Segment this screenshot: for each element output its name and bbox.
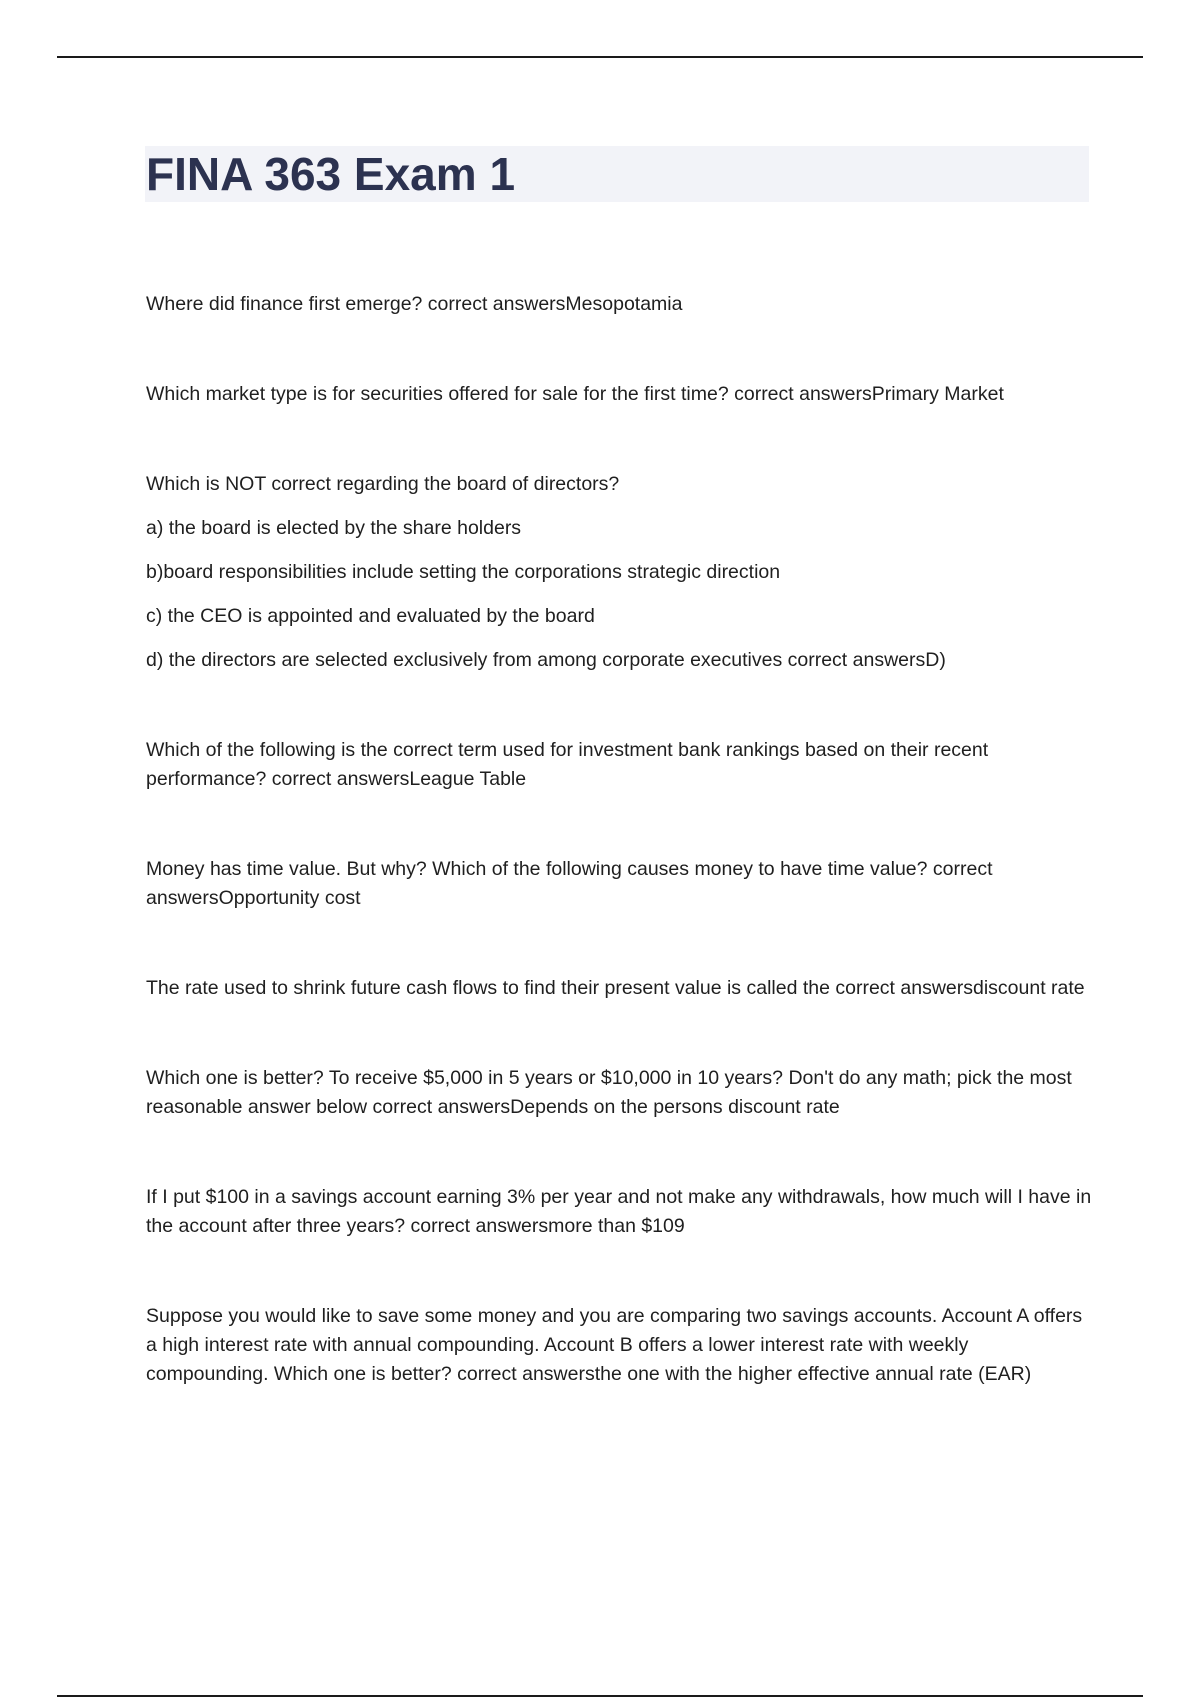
document-body xyxy=(146,290,1096,1450)
qa-item xyxy=(146,1302,1096,1389)
question-text: Which of the following is the correct term used for investment bank rankings based on their recent performance? correct answersLeague Table xyxy=(146,739,989,790)
question-text: If I put $100 in a savings account earning 3% per year and not make any withdrawals, how much will I have in the account after three years? correct answersmore than $109 xyxy=(146,1186,1092,1237)
qa-item xyxy=(146,1183,1096,1241)
question-text: Which one is better? To receive $5,000 in 5 years or $10,000 in 10 years? Don't do any math; pick the most reasonable answer below correct answersDepends on the persons discount rate xyxy=(146,1067,1072,1118)
option-c: c) the CEO is appointed and evaluated by the board xyxy=(146,605,595,627)
footer-rule xyxy=(57,1695,1143,1697)
option-b: b)board responsibilities include setting the corporations strategic direction xyxy=(146,561,781,583)
question-text: Which market type is for securities offered for sale for the first time? correct answersPrimary Market xyxy=(146,383,1004,405)
qa-item xyxy=(146,736,1096,794)
qa-item xyxy=(146,290,1096,319)
question-text: The rate used to shrink future cash flows to find their present value is called the correct answersdiscount rate xyxy=(146,977,1085,999)
header-rule xyxy=(57,56,1143,58)
page-title: FINA 363 Exam 1 xyxy=(146,148,516,200)
question-text: Which is NOT correct regarding the board of directors? xyxy=(146,473,620,495)
question-text: Suppose you would like to save some money and you are comparing two savings accounts. Account A offers a high interest rate with annual compounding. Account B offers a lower interest rate with weekly compounding. Which one is better? correct answersthe one with the higher effective annual rate (EAR) xyxy=(146,1305,1083,1385)
question-text: Where did finance first emerge? correct answersMesopotamia xyxy=(146,293,683,315)
option-a: a) the board is elected by the share holders xyxy=(146,517,522,539)
qa-item xyxy=(146,855,1096,913)
question-text: Money has time value. But why? Which of the following causes money to have time value? correct answersOpportunity cost xyxy=(146,858,993,909)
qa-item xyxy=(146,380,1096,409)
qa-item xyxy=(146,470,1096,675)
qa-item xyxy=(146,974,1096,1003)
option-d: d) the directors are selected exclusively from among corporate executives correct answersD) xyxy=(146,649,946,671)
qa-item xyxy=(146,1064,1096,1122)
